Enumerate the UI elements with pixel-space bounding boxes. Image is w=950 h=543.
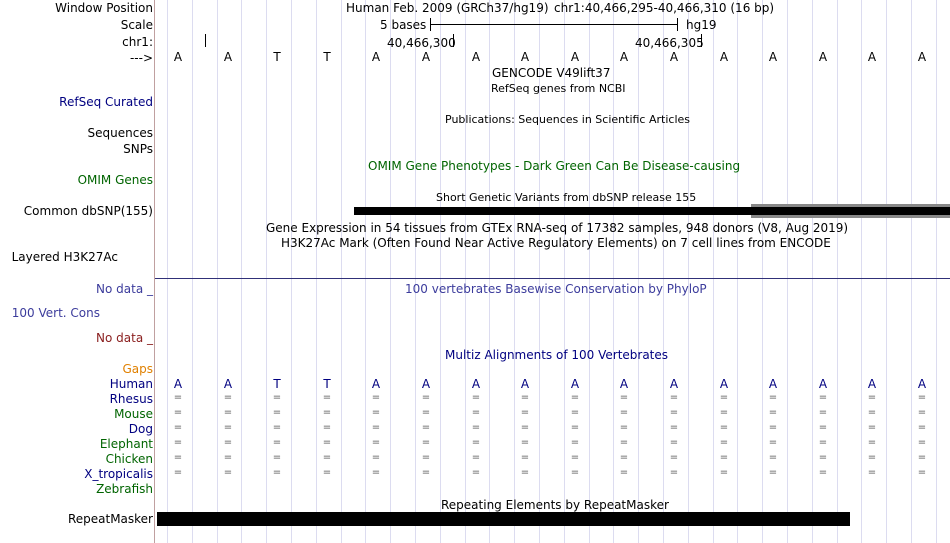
alignment-match: = xyxy=(867,437,877,448)
alignment-match: = xyxy=(619,452,629,463)
alignment-base: A xyxy=(570,377,580,391)
sequence-base: A xyxy=(669,50,679,64)
assembly-title: Human Feb. 2009 (GRCh37/hg19) xyxy=(346,1,549,15)
alignment-match: = xyxy=(867,392,877,403)
grid-line xyxy=(638,0,639,543)
label-divider xyxy=(154,0,155,543)
alignment-match: = xyxy=(223,392,233,403)
alignment-match: = xyxy=(570,437,580,448)
phylop-track-title: 100 vertebrates Basewise Conservation by PhyloP xyxy=(405,282,707,296)
alignment-match: = xyxy=(570,467,580,478)
sequence-base: A xyxy=(917,50,927,64)
grid-line xyxy=(936,0,937,543)
alignment-match: = xyxy=(719,407,729,418)
species-label[interactable]: Dog xyxy=(128,422,153,436)
alignment-match: = xyxy=(421,407,431,418)
alignment-match: = xyxy=(371,467,381,478)
alignment-match: = xyxy=(818,392,828,403)
alignment-match: = xyxy=(272,407,282,418)
alignment-match: = xyxy=(421,392,431,403)
alignment-base: T xyxy=(273,377,281,391)
alignment-base: A xyxy=(371,377,381,391)
refseq-track-label[interactable]: RefSeq Curated xyxy=(59,95,153,109)
alignment-match: = xyxy=(669,437,679,448)
alignment-match: = xyxy=(173,467,183,478)
alignment-match: = xyxy=(322,422,332,433)
alignment-match: = xyxy=(322,437,332,448)
alignment-match: = xyxy=(272,467,282,478)
alignment-match: = xyxy=(173,437,183,448)
alignment-match: = xyxy=(669,452,679,463)
alignment-match: = xyxy=(223,422,233,433)
alignment-base: A xyxy=(173,377,183,391)
alignment-match: = xyxy=(322,452,332,463)
alignment-base: A xyxy=(917,377,927,391)
multiz-track-title: Multiz Alignments of 100 Vertebrates xyxy=(445,348,669,362)
alignment-match: = xyxy=(917,467,927,478)
grid-line xyxy=(886,0,887,543)
refseq-track-subtitle: RefSeq genes from NCBI xyxy=(491,82,626,95)
cons-track-label[interactable]: 100 Vert. Cons xyxy=(11,306,100,320)
alignment-match: = xyxy=(719,422,729,433)
alignment-match: = xyxy=(619,437,629,448)
sequence-base: A xyxy=(471,50,481,64)
scale-db: hg19 xyxy=(686,18,717,32)
sequence-base: A xyxy=(818,50,828,64)
alignment-match: = xyxy=(520,437,530,448)
sequence-base: A xyxy=(867,50,877,64)
alignment-match: = xyxy=(471,452,481,463)
alignment-match: = xyxy=(421,452,431,463)
alignment-match: = xyxy=(322,392,332,403)
alignment-match: = xyxy=(520,392,530,403)
sequence-base: T xyxy=(323,50,331,64)
dbsnp-track-title: Short Genetic Variants from dbSNP release 155 xyxy=(436,191,697,204)
species-label[interactable]: Zebrafish xyxy=(96,482,153,496)
alignment-match: = xyxy=(818,422,828,433)
sequence-base: A xyxy=(570,50,580,64)
grid-line xyxy=(688,0,689,543)
window-position-label: Window Position xyxy=(55,1,153,15)
repeatmasker-feature-bar[interactable] xyxy=(157,512,850,526)
alignment-base: A xyxy=(471,377,481,391)
h3k27ac-track-label[interactable]: Layered H3K27Ac xyxy=(11,250,118,264)
repeatmasker-track-label[interactable]: RepeatMasker xyxy=(67,512,153,526)
alignment-match: = xyxy=(917,422,927,433)
alignment-base: A xyxy=(669,377,679,391)
alignment-match: = xyxy=(520,422,530,433)
alignment-match: = xyxy=(371,452,381,463)
sequence-base: A xyxy=(223,50,233,64)
alignment-match: = xyxy=(669,422,679,433)
alignment-match: = xyxy=(917,407,927,418)
gtex-track-title: Gene Expression in 54 tissues from GTEx RNA-seq of 17382 samples, 948 donors (V8, Aug 2019) xyxy=(266,221,849,235)
alignment-match: = xyxy=(570,392,580,403)
strand-label: ---> xyxy=(129,51,153,65)
alignment-match: = xyxy=(173,407,183,418)
alignment-match: = xyxy=(371,392,381,403)
chrom-label: chr1: xyxy=(122,35,153,49)
sequence-base: A xyxy=(619,50,629,64)
alignment-match: = xyxy=(570,452,580,463)
alignment-match: = xyxy=(619,392,629,403)
alignment-match: = xyxy=(768,407,778,418)
alignment-match: = xyxy=(371,437,381,448)
alignment-match: = xyxy=(867,452,877,463)
alignment-match: = xyxy=(471,467,481,478)
scale-value: 5 bases xyxy=(380,18,427,32)
dbsnp-track-label[interactable]: Common dbSNP(155) xyxy=(23,204,153,218)
sequence-base: A xyxy=(520,50,530,64)
alignment-match: = xyxy=(223,437,233,448)
alignment-match: = xyxy=(173,422,183,433)
alignment-match: = xyxy=(471,437,481,448)
alignment-match: = xyxy=(619,467,629,478)
alignment-match: = xyxy=(917,437,927,448)
alignment-match: = xyxy=(619,407,629,418)
alignment-match: = xyxy=(570,407,580,418)
h3k27ac-baseline xyxy=(155,278,950,279)
alignment-match: = xyxy=(223,452,233,463)
grid-line xyxy=(241,0,242,543)
tick-label-right: 40,466,305 xyxy=(635,36,704,50)
species-label[interactable]: Chicken xyxy=(105,452,153,466)
alignment-base: A xyxy=(223,377,233,391)
alignment-match: = xyxy=(471,392,481,403)
grid-line xyxy=(192,0,193,543)
alignment-match: = xyxy=(272,422,282,433)
alignment-match: = xyxy=(272,392,282,403)
alignment-match: = xyxy=(272,437,282,448)
alignment-match: = xyxy=(669,467,679,478)
alignment-base: A xyxy=(421,377,431,391)
h3k27ac-track-title: H3K27Ac Mark (Often Found Near Active Regulatory Elements) on 7 cell lines from ENCODE xyxy=(281,236,831,250)
alignment-match: = xyxy=(322,467,332,478)
repeatmasker-track-title: Repeating Elements by RepeatMasker xyxy=(441,498,669,512)
alignment-match: = xyxy=(272,452,282,463)
species-label[interactable]: Elephant xyxy=(99,437,153,451)
grid-line xyxy=(390,0,391,543)
scale-bar-right-tick xyxy=(677,18,678,31)
alignment-match: = xyxy=(768,392,778,403)
scale-bar-left-tick xyxy=(430,18,431,31)
alignment-match: = xyxy=(768,437,778,448)
alignment-match: = xyxy=(818,467,828,478)
sequences-track-label[interactable]: Sequences xyxy=(87,126,153,140)
alignment-match: = xyxy=(570,422,580,433)
alignment-match: = xyxy=(867,407,877,418)
alignment-match: = xyxy=(371,422,381,433)
scale-bar xyxy=(430,24,677,25)
alignment-match: = xyxy=(520,407,530,418)
publications-track-title: Publications: Sequences in Scientific Articles xyxy=(445,113,690,126)
grid-line xyxy=(737,0,738,543)
alignment-base: A xyxy=(867,377,877,391)
alignment-match: = xyxy=(719,437,729,448)
sequence-base: A xyxy=(719,50,729,64)
tick-label-left: 40,466,300 xyxy=(387,36,456,50)
alignment-match: = xyxy=(719,467,729,478)
grid-line xyxy=(440,0,441,543)
alignment-match: = xyxy=(520,467,530,478)
alignment-match: = xyxy=(818,407,828,418)
dbsnp-feature-gray-core[interactable] xyxy=(751,207,950,215)
alignment-match: = xyxy=(322,407,332,418)
alignment-match: = xyxy=(173,452,183,463)
grid-line xyxy=(341,0,342,543)
sequence-base: T xyxy=(273,50,281,64)
alignment-base: A xyxy=(719,377,729,391)
alignment-match: = xyxy=(867,467,877,478)
alignment-match: = xyxy=(520,452,530,463)
alignment-match: = xyxy=(371,407,381,418)
species-label[interactable]: Mouse xyxy=(114,407,153,421)
sequence-base: A xyxy=(371,50,381,64)
alignment-base: A xyxy=(768,377,778,391)
multiz-nodata-label: No data _ xyxy=(96,331,153,345)
chrom-tick-1 xyxy=(205,34,206,47)
gencode-track-title[interactable]: GENCODE V49lift37 xyxy=(492,66,611,80)
grid-line xyxy=(837,0,838,543)
grid-line xyxy=(489,0,490,543)
sequence-base: A xyxy=(173,50,183,64)
scale-label: Scale xyxy=(120,18,153,32)
alignment-match: = xyxy=(768,422,778,433)
species-label[interactable]: Human xyxy=(109,377,153,391)
alignment-match: = xyxy=(719,452,729,463)
alignment-match: = xyxy=(917,392,927,403)
position-readout: chr1:40,466,295-40,466,310 (16 bp) xyxy=(554,1,775,15)
grid-line xyxy=(787,0,788,543)
alignment-match: = xyxy=(619,422,629,433)
omim-track-title: OMIM Gene Phenotypes - Dark Green Can Be Disease-causing xyxy=(368,159,741,173)
sequence-base: A xyxy=(421,50,431,64)
alignment-match: = xyxy=(768,452,778,463)
alignment-match: = xyxy=(421,437,431,448)
alignment-match: = xyxy=(173,392,183,403)
alignment-base: A xyxy=(619,377,629,391)
alignment-match: = xyxy=(768,467,778,478)
alignment-match: = xyxy=(223,407,233,418)
alignment-match: = xyxy=(471,422,481,433)
gaps-label: Gaps xyxy=(122,362,153,376)
alignment-match: = xyxy=(867,422,877,433)
species-label[interactable]: X_tropicalis xyxy=(84,467,153,481)
alignment-base: T xyxy=(323,377,331,391)
phylop-nodata-label: No data _ xyxy=(96,282,153,296)
snps-track-label[interactable]: SNPs xyxy=(123,142,153,156)
alignment-match: = xyxy=(421,467,431,478)
alignment-match: = xyxy=(669,392,679,403)
omim-track-label[interactable]: OMIM Genes xyxy=(77,173,153,187)
sequence-base: A xyxy=(768,50,778,64)
alignment-match: = xyxy=(818,437,828,448)
alignment-match: = xyxy=(818,452,828,463)
alignment-match: = xyxy=(719,392,729,403)
alignment-match: = xyxy=(669,407,679,418)
alignment-match: = xyxy=(917,452,927,463)
alignment-base: A xyxy=(520,377,530,391)
grid-line xyxy=(291,0,292,543)
alignment-base: A xyxy=(818,377,828,391)
species-label[interactable]: Rhesus xyxy=(109,392,153,406)
alignment-match: = xyxy=(471,407,481,418)
alignment-match: = xyxy=(421,422,431,433)
alignment-match: = xyxy=(223,467,233,478)
